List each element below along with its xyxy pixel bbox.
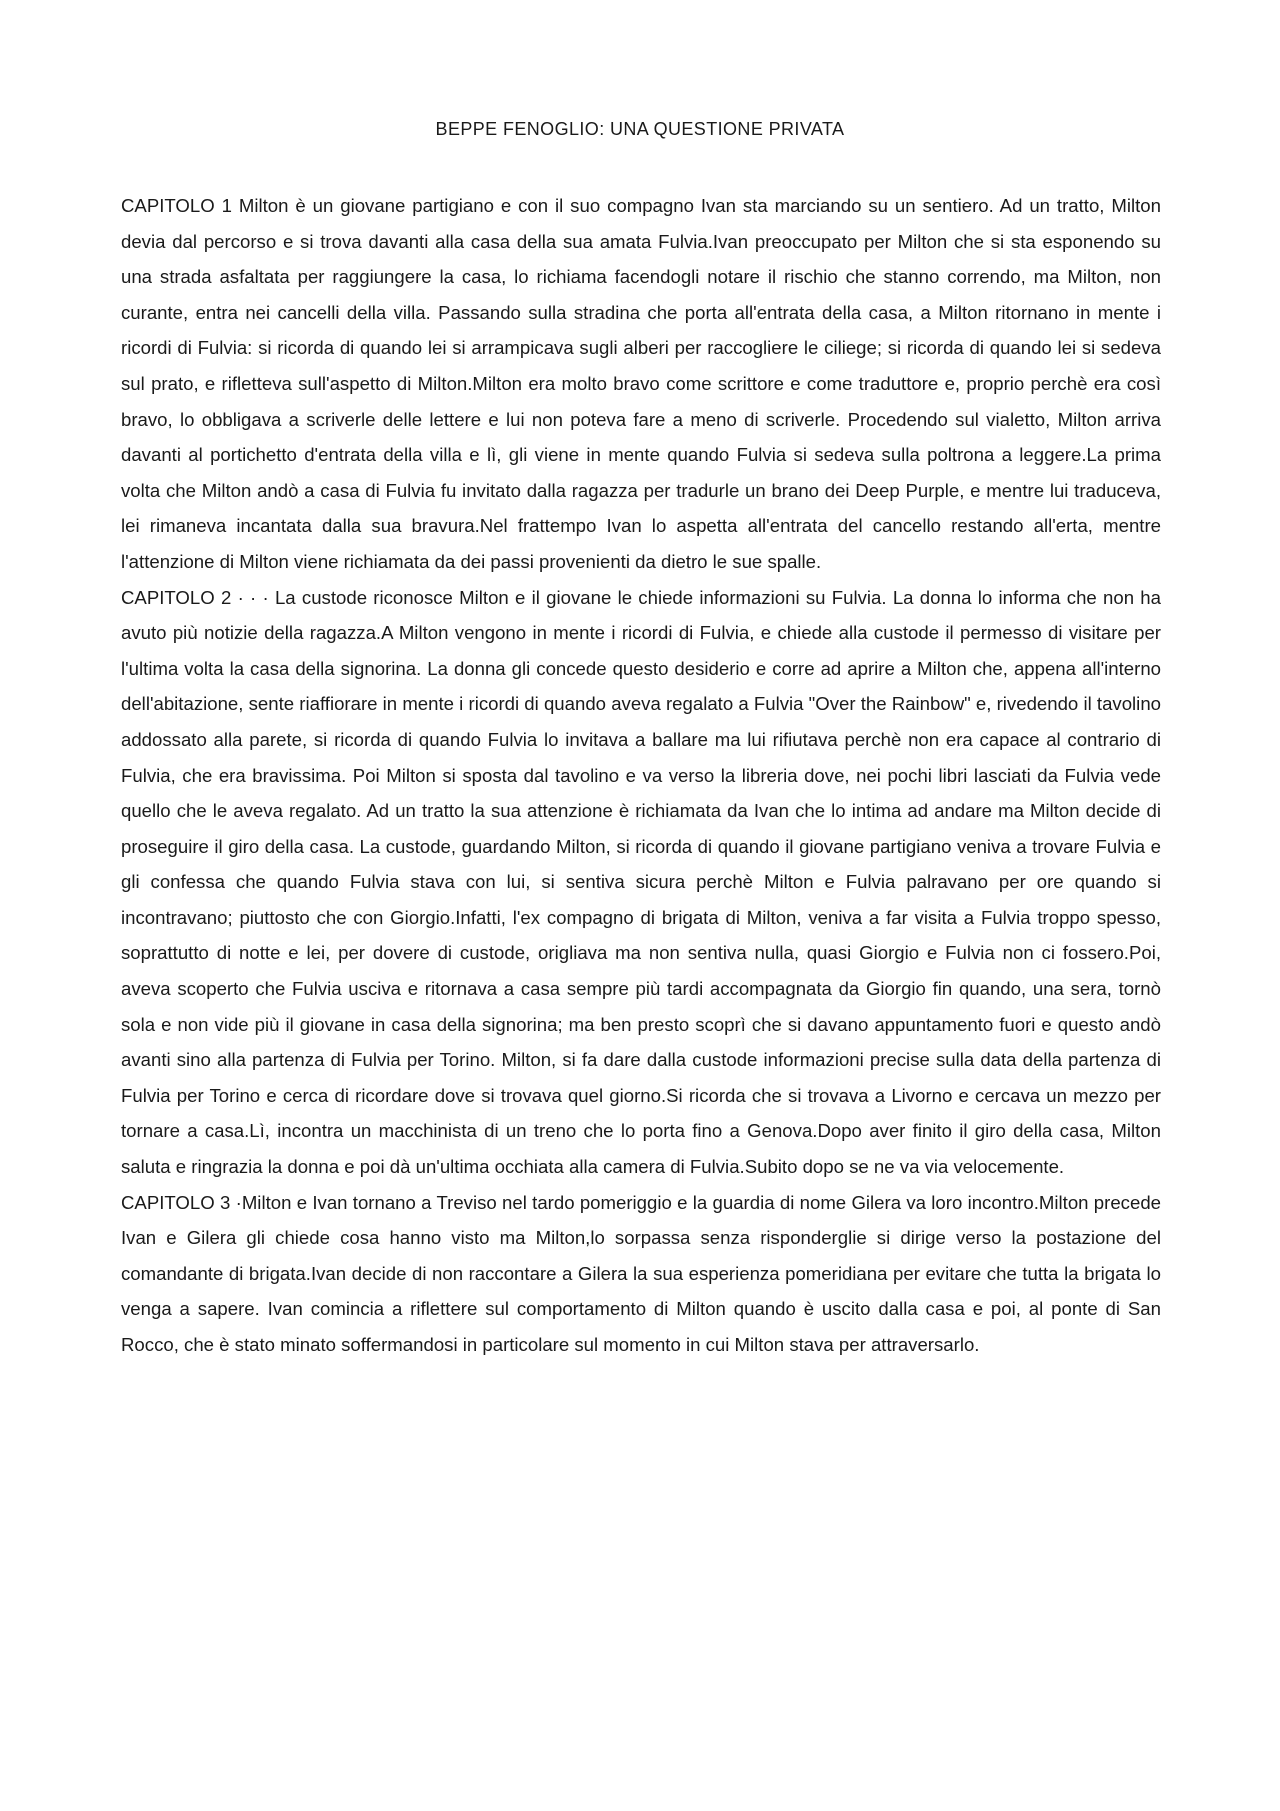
paragraph-chapter-1: CAPITOLO 1 Milton è un giovane partigiano e con il suo compagno Ivan sta marciando su un sentiero. Ad un tratto, Milton devia dal percorso e si trova davanti alla casa della sua amata Fulvia.Ivan preoccupato per Milton che si sta esponendo su una strada asfaltata per raggiungere la casa, lo richiama facendogli notare il rischio che stanno correndo, ma Milton, non curante, entra nei cancelli della villa. Passando sulla stradina che porta all'entrata della casa, a Milton ritornano in mente i ricordi di Fulvia: si ricorda di quando lei si arrampicava sugli alberi per raccogliere le ciliege; si ricorda di quando lei si sedeva sul prato, e rifletteva sull'aspetto di Milton.Milton era molto bravo come scrittore e come traduttore e, proprio perchè era così bravo, lo obbligava a scriverle delle lettere e lui non poteva fare a meno di scriverle. Procedendo sul vialetto, Milton arriva davanti al portichetto d'entrata della villa e lì, gli viene in mente quando Fulvia si sedeva sulla poltrona a leggere.La prima volta che Milton andò a casa di Fulvia fu invitato dalla ragazza per tradurle un brano dei Deep Purple, e mentre lui traduceva, lei rimaneva incantata dalla sua bravura.Nel frattempo Ivan lo aspetta all'entrata del cancello restando all'erta, mentre l'attenzione di Milton viene richiamata da dei passi provenienti da dietro le sue spalle. — [121, 195, 1161, 572]
paragraph-chapter-3: CAPITOLO 3 ·Milton e Ivan tornano a Treviso nel tardo pomeriggio e la guardia di nome Gilera va loro incontro.Milton precede Ivan e Gilera gli chiede cosa hanno visto ma Milton,lo sorpassa senza risponderglie si dirige verso la postazione del comandante di brigata.Ivan decide di non raccontare a Gilera la sua esperienza pomeridiana per evitare che tutta la brigata lo venga a sapere. Ivan comincia a riflettere sul comportamento di Milton quando è uscito dalla casa e poi, al ponte di San Rocco, che è stato minato soffermandosi in particolare sul momento in cui Milton stava per attraversarlo. — [121, 1191, 1161, 1355]
paragraph-chapter-2: CAPITOLO 2 · · · La custode riconosce Milton e il giovane le chiede informazioni su Fulvia. La donna lo informa che non ha avuto più notizie della ragazza.A Milton vengono in mente i ricordi di Fulvia, e chiede alla custode il permesso di visitare per l'ultima volta la casa della signorina. La donna gli concede questo desiderio e corre ad aprire a Milton che, appena all'interno dell'abitazione, sente riaffiorare in mente i ricordi di quando aveva regalato a Fulvia "Over the Rainbow" e, rivedendo il tavolino addossato alla parete, si ricorda di quando Fulvia lo invitava a ballare ma lui rifiutava perchè non era capace al contrario di Fulvia, che era bravissima. Poi Milton si sposta dal tavolino e va verso la libreria dove, nei pochi libri lasciati da Fulvia vede quello che le aveva regalato. Ad un tratto la sua attenzione è richiamata da Ivan che lo intima ad andare ma Milton decide di proseguire il giro della casa. La custode, guardando Milton, si ricorda di quando il giovane partigiano veniva a trovare Fulvia e gli confessa che quando Fulvia stava con lui, si sentiva sicura perchè Milton e Fulvia palravano per ore quando si incontravano; piuttosto che con Giorgio.Infatti, l'ex compagno di brigata di Milton, veniva a far visita a Fulvia troppo spesso, soprattutto di notte e lei, per dovere di custode, origliava ma non sentiva nulla, quasi Giorgio e Fulvia non ci fossero.Poi, aveva scoperto che Fulvia usciva e ritornava a casa sempre più tardi accompagnata da Giorgio fin quando, una sera, tornò sola e non vide più il giovane in casa della signorina; ma ben presto scoprì che si davano appuntamento fuori e questo andò avanti sino alla partenza di Fulvia per Torino. Milton, si fa dare dalla custode informazioni precise sulla data della partenza di Fulvia per Torino e cerca di ricordare dove si trovava quel giorno.Si ricorda che si trovava a Livorno e cercava un mezzo per tornare a casa.Lì, incontra un macchinista di un treno che lo porta fino a Genova.Dopo aver finito il giro della casa, Milton saluta e ringrazia la donna e poi dà un'ultima occhiata alla camera di Fulvia.Subito dopo se ne va via velocemente. — [121, 586, 1161, 1178]
document-body — [121, 188, 1161, 1363]
document-title: BEPPE FENOGLIO: UNA QUESTIONE PRIVATA — [435, 119, 845, 139]
